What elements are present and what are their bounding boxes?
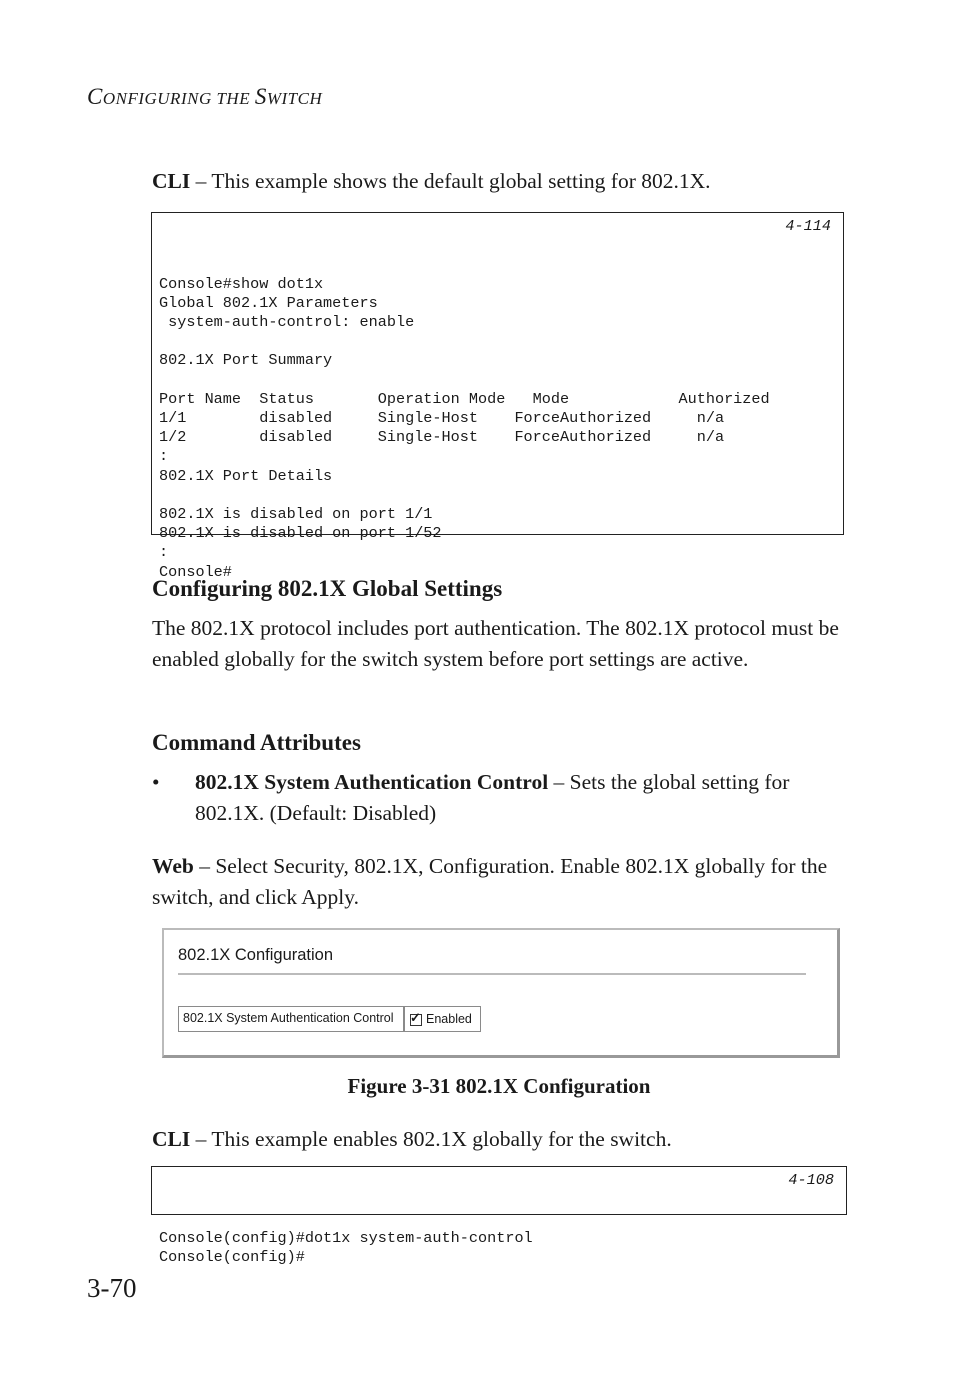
checkbox-checked-icon[interactable] (410, 1014, 422, 1026)
code-line (159, 486, 836, 505)
code-line: Console(config)#dot1x system-auth-control (159, 1228, 533, 1247)
code-line: : (159, 543, 169, 562)
code-line: 1/1 disabled Single-Host ForceAuthorized n/a (159, 409, 725, 428)
code-line (159, 371, 836, 390)
code-line: : (159, 447, 169, 466)
page-number: 3-70 (87, 1273, 137, 1303)
cli-intro-2 (152, 1124, 852, 1155)
code-block-show-dot1x (151, 212, 844, 581)
code-line: Console#show dot1x (159, 274, 324, 293)
bullet-item (195, 767, 850, 829)
code-line: 802.1X Port Details (159, 466, 333, 485)
code-lines (159, 1229, 839, 1267)
cli-label: CLI (152, 169, 191, 193)
code-reference: 4-108 (788, 1171, 834, 1189)
cli-intro-text: – This example enables 802.1X globally for the switch. (190, 1127, 672, 1151)
web-text: – Select Security, 802.1X, Configuration. Enable 802.1X globally for the switch, and click Apply. (152, 854, 828, 909)
code-line: 802.1X is disabled on port 1/52 (159, 524, 442, 543)
code-line: Port Name Status Operation Mode Mode Authorized (159, 389, 770, 408)
section-title: Configuring 802.1X Global Settings (152, 576, 503, 601)
panel-divider (178, 973, 806, 975)
bullet-text: – Sets the global setting for 802.1X. (Default: Disabled) (195, 770, 790, 825)
figure-caption: Figure 3-31 802.1X Configuration (347, 1074, 651, 1098)
web-config-panel (162, 928, 840, 1058)
enabled-checkbox[interactable] (404, 1006, 481, 1032)
code-line: 802.1X Port Summary (159, 351, 333, 370)
code-line: 802.1X is disabled on port 1/1 (159, 505, 433, 524)
code-line: system-auth-control: enable (159, 313, 415, 332)
running-header: CONFIGURING THE SWITCH (87, 84, 323, 109)
cli-intro-1 (152, 166, 852, 197)
code-line: Global 802.1X Parameters (159, 293, 378, 312)
code-line (159, 332, 836, 351)
code-line: Console# (159, 562, 232, 581)
enabled-label: Enabled (426, 1012, 472, 1026)
code-lines (159, 275, 836, 582)
intro-paragraph: The 802.1X protocol includes port authentication. The 802.1X protocol must be enabled globally for the switch system before port settings are active. (152, 616, 839, 671)
code-reference: 4-114 (785, 217, 831, 235)
panel-title: 802.1X Configuration (178, 946, 334, 964)
web-paragraph (152, 851, 847, 913)
bullet-term: 802.1X System Authentication Control (195, 770, 549, 794)
attributes-title: Command Attributes (152, 730, 361, 755)
auth-control-label-cell: 802.1X System Authentication Control (178, 1006, 404, 1032)
code-line: Console(config)# (159, 1247, 305, 1266)
cli-intro-text: – This example shows the default global setting for 802.1X. (190, 169, 711, 193)
bullet-mark: • (152, 770, 160, 794)
web-label: Web (152, 854, 194, 878)
code-line: 1/2 disabled Single-Host ForceAuthorized n/a (159, 428, 725, 447)
code-block-dot1x-enable (151, 1166, 847, 1266)
cli-label: CLI (152, 1127, 191, 1151)
